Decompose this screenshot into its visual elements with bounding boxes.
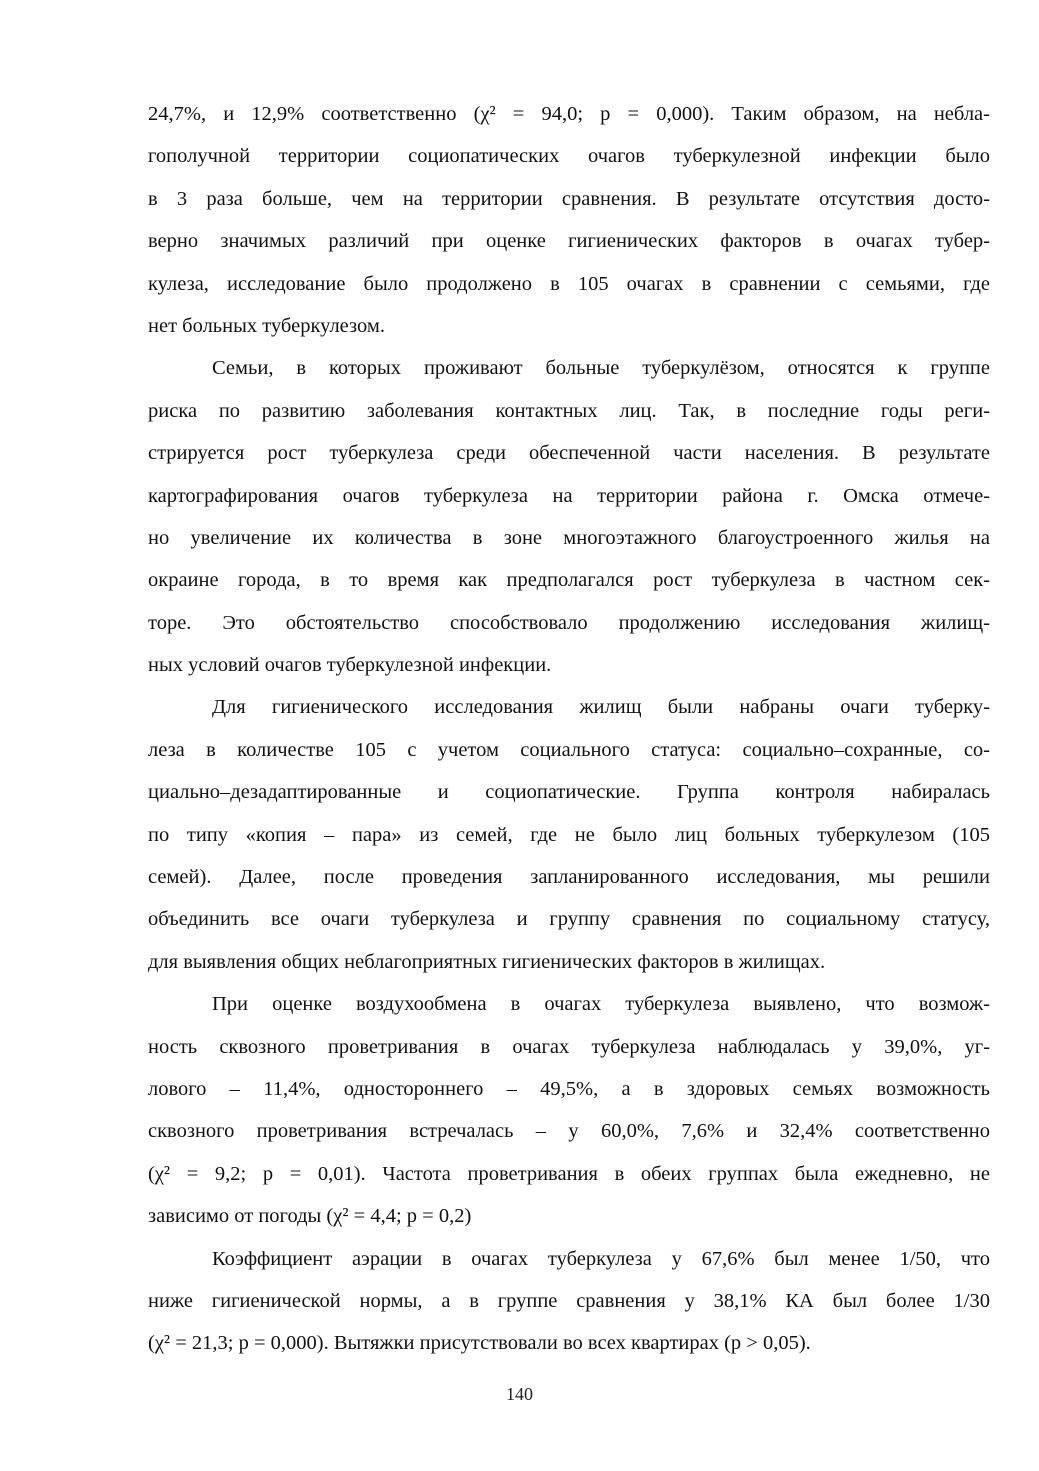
text-line: (χ² = 9,2; р = 0,01). Частота проветривания в обеих группах была ежедневно, не: [148, 1162, 990, 1185]
paragraph: [148, 686, 990, 983]
text-line: (χ² = 21,3; р = 0,000). Вытяжки присутствовали во всех квартирах (р > 0,05).: [148, 1332, 811, 1355]
text-line: по типу «копия – пара» из семей, где не было лиц больных туберкулезом (105: [148, 823, 990, 846]
paragraph: [148, 347, 990, 686]
text-line: картографирования очагов туберкулеза на территории района г. Омска отмече-: [148, 484, 990, 507]
text-line: в 3 раза больше, чем на территории сравнения. В результате отсутствия досто-: [148, 187, 990, 210]
text-line: зависимо от погоды (χ² = 4,4; р = 0,2): [148, 1205, 472, 1228]
text-line: гополучной территории социопатических очагов туберкулезной инфекции было: [148, 145, 990, 168]
document-page: [148, 93, 990, 1365]
text-line: леза в количестве 105 с учетом социального статуса: социально–сохранные, со-: [148, 738, 990, 761]
text-line: Семьи, в которых проживают больные туберкулёзом, относятся к группе: [212, 357, 990, 380]
text-line: но увеличение их количества в зоне многоэтажного благоустроенного жилья на: [148, 526, 990, 549]
paragraph: [148, 983, 990, 1237]
text-line: нет больных туберкулезом.: [148, 314, 385, 337]
paragraph: [148, 1238, 990, 1365]
text-line: циально–дезадаптированные и социопатические. Группа контроля набиралась: [148, 781, 990, 804]
paragraph: [148, 93, 990, 347]
text-line: торе. Это обстоятельство способствовало продолжению исследования жилищ-: [148, 611, 990, 634]
text-line: Коэффициент аэрации в очагах туберкулеза у 67,6% был менее 1/50, что: [212, 1247, 990, 1270]
text-line: лового – 11,4%, одностороннего – 49,5%, а в здоровых семьях возможность: [148, 1077, 990, 1100]
page-number: 140: [506, 1384, 533, 1404]
text-line: стрируется рост туберкулеза среди обеспеченной части населения. В результате: [148, 442, 990, 465]
text-line: риска по развитию заболевания контактных лиц. Так, в последние годы реги-: [148, 399, 990, 422]
text-line: объединить все очаги туберкулеза и группу сравнения по социальному статусу,: [148, 908, 990, 931]
text-line: ниже гигиенической нормы, а в группе сравнения у 38,1% КА был более 1/30: [148, 1289, 990, 1312]
text-line: верно значимых различий при оценке гигиенических факторов в очагах тубер-: [148, 230, 990, 253]
text-line: ных условий очагов туберкулезной инфекции.: [148, 654, 552, 677]
text-line: сквозного проветривания встречалась – у 60,0%, 7,6% и 32,4% соответственно: [148, 1120, 990, 1143]
text-line: окраине города, в то время как предполагался рост туберкулеза в частном сек-: [148, 569, 990, 592]
text-line: для выявления общих неблагоприятных гигиенических факторов в жилищах.: [148, 950, 826, 973]
text-line: семей). Далее, после проведения запланированного исследования, мы решили: [148, 866, 990, 889]
text-line: кулеза, исследование было продолжено в 105 очагах в сравнении с семьями, где: [148, 272, 990, 295]
text-line: Для гигиенического исследования жилищ были набраны очаги туберку-: [212, 696, 990, 719]
text-line: При оценке воздухообмена в очагах туберкулеза выявлено, что возмож-: [212, 993, 990, 1016]
text-line: ность сквозного проветривания в очагах туберкулеза наблюдалась у 39,0%, уг-: [148, 1035, 990, 1058]
text-line: 24,7%, и 12,9% соответственно (χ² = 94,0; р = 0,000). Таким образом, на небла-: [148, 103, 990, 125]
